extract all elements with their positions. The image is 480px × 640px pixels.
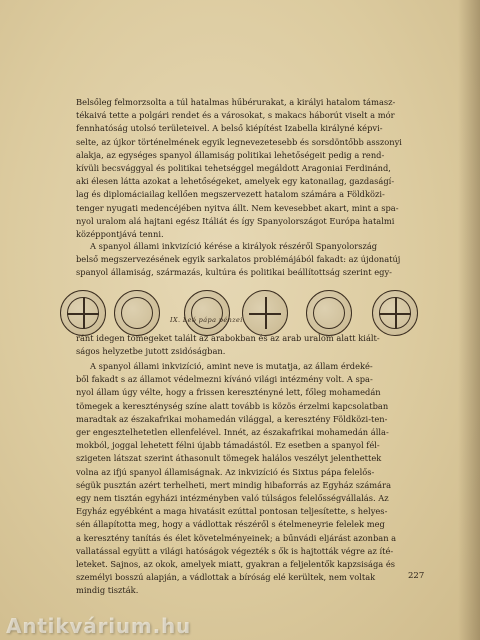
paragraph-3 [76,332,438,358]
coin-image [242,290,288,336]
text-line: lag és diplomáciailag kellően megszervezett hatalom számára a Földközi- [76,189,385,200]
text-line: mokból, joggal lehetett félni újabb támadástól. Ez esetben a spanyol fél- [76,440,380,451]
coin-image [184,290,230,336]
coin-illustration [60,290,450,338]
text-line: Egyház egyébként a maga hivatásit ezúttal pontosan teljesítette, s helyes- [76,506,388,517]
text-line: egy nem tisztán egyházi intézményben való túlságos felelősségvállalás. Az [76,493,389,504]
paragraph-4 [76,360,438,598]
text-line: fennhatóság utolsó területeivel. A belső kiépítést Izabella királyné képvi- [76,123,383,134]
text-line: volna az ifjú spanyol államiságnak. Az inkvizíció és Sixtus pápa felelős- [76,466,375,477]
text-line: aki élesen látta azokat a lehetőségeket, amelyek egy katonailag, gazdaságí- [76,176,395,187]
text-line: nyol uralom alá hajtani egész Itáliát és így Spanyolországot Európa hatalmi [76,215,395,226]
text-line: ből fakadt s az államot védelmezni kívánó világi intézmény volt. A spa- [76,374,373,385]
text-line: ségük pusztán azért terhelheti, mert mindig hibaforrás az Egyház számára [76,479,392,490]
text-line: tömegek a kereszténység színe alatt tovább is közös érzelmi kapcsolatban [76,400,389,411]
text-line: ránt idegen tömegeket talált az arabokban és az arab uralom alatt kiált- [76,333,380,343]
text-line: spanyol államiság, származás, kultúra és politikai beállítottság szerint egy- [76,267,392,278]
text-line: ságos helyzetbe jutott zsidóságban. [76,346,226,357]
text-line: tékaivá tette a polgári rendet és a városokat, s makacs háborút viselt a mór [76,110,395,121]
text-line: mindig tiszták. [76,585,139,596]
text-line: szigeten látszat szerint áthasonult tömegek halálos veszélyt jelenthettek [76,453,382,464]
text-line: vallatással együtt a világi hatóságok végezték s ők is hajtották végre az íté- [76,545,394,556]
text-line: A spanyol állami inkvizíció, amint neve is mutatja, az állam érdeké- [90,361,373,371]
paragraph-1 [76,96,438,241]
text-line: nyol állam úgy vélte, hogy a frissen keresztényné lett, főleg mohamedán [76,387,381,398]
text-line: a keresztény tanítás és élet követelményeinek; a bűnvádi eljárást azonban a [76,532,397,543]
text-line: alakja, az egységes spanyol államiság politikai lehetőségeit pedig a rend- [76,149,385,160]
text-line: leteket. Sajnos, az okok, amelyek miatt, gyakran a feljelentők kapzsisága és [76,559,396,570]
coin-image [60,290,106,336]
text-line: személyi bosszú alapján, a vádlottak a bíróság elé kerültek, nem voltak [76,572,376,583]
paragraph-2 [76,240,438,280]
text-line: középpontjává tenni. [76,229,164,240]
text-line: selte, az újkor történelmének egyik legnevezetesebb és sorsdöntőbb asszonyi [76,136,402,147]
page-number: 227 [408,571,425,581]
page-edge-shadow [458,0,480,640]
coin-image [114,290,160,336]
figure-caption: IX. Leó pápa pénzei. [170,316,246,324]
text-line: A spanyol állami inkvizíció kérése a királyok részéről Spanyolország [90,241,378,251]
text-line: belső megszervezésének egyik sarkalatos problémájából fakadt: az újdonatúj [76,254,401,265]
text-line: ger engesztelhetetlen ellenfelével. Innét, az északafrikai mohamedán álla- [76,427,389,438]
text-line: tenger nyugati medencéjében nyitva állt. Nem kevesebbet akart, mint a spa- [76,202,399,213]
coin-image [372,290,418,336]
watermark: Antikvárium.hu [6,614,192,638]
text-line: Belsőleg felmorzsolta a túl hatalmas hűbérurakat, a királyi hatalom támasz- [76,97,396,107]
text-line: maradtak az északafrikai mohamedán világgal, a keresztény Földközi-ten- [76,413,388,424]
text-line: sén állapította meg, hogy a vádlottak részéről s ételmeneyrie felelek meg [76,519,385,530]
text-line: kívüli becsvággyal és politikai tehetséggel megáldott Aragoniai Ferdinánd, [76,163,391,174]
coin-image [306,290,352,336]
